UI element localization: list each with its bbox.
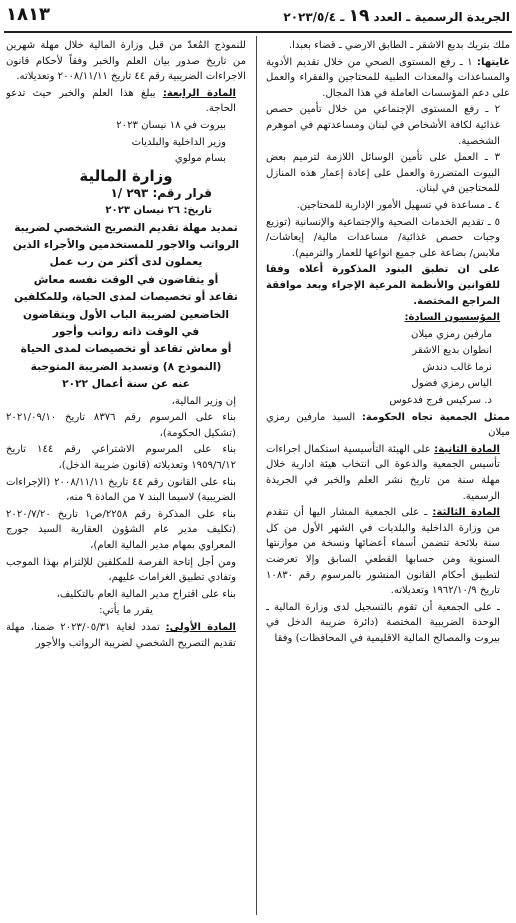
- goal-3: ٣ ـ العمل على تأمين الوسائل اللازمة لترميم بعض البيوت المتضررة والعمل على إعادة إعمار هذه المنازل للمحتاجين في لبنان.: [266, 152, 500, 195]
- title-line: الرواتب والاجور للمستخدمين والأجراء الذين: [12, 238, 240, 251]
- article-1-text: تمدد لغاية ٢٠٢٣/٠٥/٣١ ضمنا، مهلة تقديم التصريح الشخصي لضريبة الرواتب والأجور: [6, 621, 236, 649]
- decision-number: قرار رقم: ٢٩٣ /١: [110, 186, 212, 201]
- founder-2: انطوان بديع الاشقر: [412, 345, 492, 357]
- recital-3: بناء على القانون رقم ٤٤ تاريخ ٢٠٠٨/١١/١١ (الإجراءات الضريبية) لاسيما البند ٧ من المادة ٩ منه،: [6, 476, 237, 504]
- goal-1-text: ١ ـ رفع المستوى الصحي من خلال تقديم الأدوية والمساعدات والمعدات الطبية للمحتاجين والفقراء والعمل على دعم المؤسسات العاملة في هذا المجال.: [266, 56, 510, 99]
- page-number: ١٨١٣: [6, 4, 50, 25]
- header-rule: [4, 31, 512, 33]
- goal-5: ٥ ـ تقديم الخدمات الصحية والإجتماعية والإنسانية (توزيع وجبات حصص غذائية/ مساعدات مالية/ إيعاشات/ ملابس/ بضاعة على جميع انواعها للعمار والترميم).: [266, 216, 500, 259]
- article-4: [6, 86, 246, 117]
- goal-2: ٢ ـ رفع المستوى الإجتماعي من خلال تأمين حصص غذائية لكافة الأشخاص في لبنان ومساعدتهم في اموهرم الشخصية.: [266, 104, 500, 147]
- goal-1: [266, 55, 510, 102]
- issue-date: ـ ٢٠٢٣/٥/٤: [283, 10, 345, 24]
- goal-4: ٤ ـ مساعدة في تسهيل الأمور الإدارية للمحتاجين.: [296, 199, 500, 211]
- rep-name: السيد مارفين رمزي ميلان: [266, 411, 510, 439]
- minister-name: بسام مولوي: [174, 153, 226, 165]
- article-3-label: المادة الثالثة:: [432, 507, 500, 519]
- founders-label: المؤسسون السادة:: [404, 312, 500, 324]
- article-2-label: المادة الثانية:: [434, 443, 500, 455]
- founder-5: د. سركيس فرج فدعوس: [389, 395, 492, 407]
- title-line: تقاعد أو تخصيصات لمدى الحياة، وللمكلفين: [14, 291, 238, 304]
- article-3-text: ـ على الجمعية المشار اليها أن تتقدم من وزارة الداخلية والبلديات في الشهر الأول من كل سنة بلائحة تتضمن أسماء أعضائها ونسخة من موازنتها السنوية ومن حسابها القطعي السابق وإلا تعرضت لتطبيق أحكام القانون المنشور بالمرسوم رقم ١٠٨٣٠ تاريخ ١٩٦٢/١٠/٩ وتعديلاته.: [266, 507, 500, 597]
- goals-label: غايتها:: [476, 56, 510, 68]
- decision-title: [6, 220, 246, 393]
- article-4-label: المادة الرابعة:: [162, 87, 236, 99]
- left-column: [6, 38, 246, 917]
- title-line: أو معاش تقاعد أو تخصيصات لمدى الحياة: [20, 343, 232, 356]
- decides-line: يقرر ما يأتي:: [99, 605, 153, 617]
- gazette-name: الجريدة الرسمية ـ العدد: [373, 10, 510, 24]
- rep-label: ممثل الجمعية تجاه الحكومة:: [361, 411, 510, 423]
- title-line: الخاضعين لضريبة الباب الأول ويتقاضون: [22, 308, 230, 321]
- founder-1: مارفين رمزي ميلان: [411, 328, 492, 340]
- column-divider: [256, 36, 257, 915]
- decision-date: تاريخ: ٢٦ نيسان ٢٠٢٣: [105, 204, 212, 216]
- condition-text: على ان تطبق البنود المذكورة أعلاه وفقا للقوانين والأنظمة المرعية الإجراء وبعد موافقة المراجع المختصة.: [266, 264, 500, 307]
- recital-1: بناء على المرسوم رقم ٨٣٧٦ تاريخ ٢٠٢١/٠٩/١٠ (تشكيل الحكومة)،: [6, 412, 236, 439]
- title-line: أو يتقاضون في الوقت نفسه معاش: [33, 273, 219, 286]
- address-text: ملك بتريك بديع الاشقر ـ الطابق الارضي ـ قضاء بعبدا.: [288, 40, 510, 51]
- article-3: [266, 505, 510, 599]
- article-4-text: يبلغ هذا العلم والخبر حيث تدعو الحاجة.: [6, 87, 236, 115]
- recital-5: ومن أجل إتاحة الفرصة للمكلفين للإلتزام بهذا الموجب وتفادي تطبيق الغرامات عليهم،: [6, 556, 236, 584]
- article-2-text: على الهيئة التأسيسية استكمال اجراءات تأسيس الجمعية والدعوة الى انتخاب هيئة ادارية خلال مهلة سنة من تاريخ نشر العلم والخبر في الجريدة الرسمية.: [266, 443, 500, 502]
- intro: إن وزير المالية،: [171, 395, 236, 407]
- article-1: [6, 620, 246, 651]
- title-line: يعملون لدى أكثر من رب عمل: [49, 256, 203, 269]
- place-date: بيروت في ١٨ نيسان ٢٠٢٣: [116, 119, 226, 131]
- ministry-heading: وزارة المالية: [79, 166, 173, 185]
- article-3-b: ـ على الجمعية أن تقوم بالتسجيل لدى وزارة المالية ـ الوحدة الضريبية المختصة (دائرة ضريبة الدخل في بيروت والمصالح المالية الاقليمية في المحافظات) وفقا: [266, 601, 500, 644]
- government-representative: [266, 410, 510, 441]
- minister-title: وزير الداخلية والبلديات: [131, 136, 226, 148]
- title-line: (النموذج ٨) وتسديد الضريبة المتوجبة: [30, 360, 222, 373]
- title-line: عنه عن سنة أعمال ٢٠٢٢: [62, 378, 190, 391]
- issue-number: ١٩: [348, 6, 370, 26]
- continued-text: للنموذج المُعدّ من قبل وزارة المالية خلال مهلة شهرين من تاريخ صدور بيان العلم والخبر وفقاً لأحكام قانون الاجراءات الضريبية رقم ٤٤ تاريخ ٢٠٠٨/١١/١١ وتعديلاته.: [6, 40, 246, 83]
- recital-6: بناء على اقتراح مدير المالية العام بالتكليف،: [56, 588, 236, 600]
- title-line: تمديد مهلة تقديم التصريح الشخصي لضريبة: [14, 221, 238, 234]
- founder-3: نرما غالب دندش: [422, 361, 492, 373]
- recital-4: بناء على المذكرة رقم ٢٢٥٨/ص١ تاريخ ٢٠٢٠/٧/٢٠ (تكليف مدير عام الشؤون العقارية السيد جورج المعراوي بمهام مدير المالية العام)،: [6, 508, 236, 551]
- recital-2: بناء على المرسوم الاشتراعي رقم ١٤٤ تاريخ ١٩٥٩/٦/١٢ وتعديلاته (قانون ضريبة الدخل)،: [6, 444, 237, 471]
- right-column: [266, 38, 510, 917]
- article-2: [266, 442, 510, 504]
- article-1-label: المادة الأولى:: [165, 621, 237, 633]
- title-line: في الوقت ذاته رواتب وأجور: [52, 325, 200, 338]
- page-header: [6, 4, 510, 30]
- gazette-header: [283, 6, 510, 26]
- founder-4: الياس رمزي فضول: [411, 378, 492, 390]
